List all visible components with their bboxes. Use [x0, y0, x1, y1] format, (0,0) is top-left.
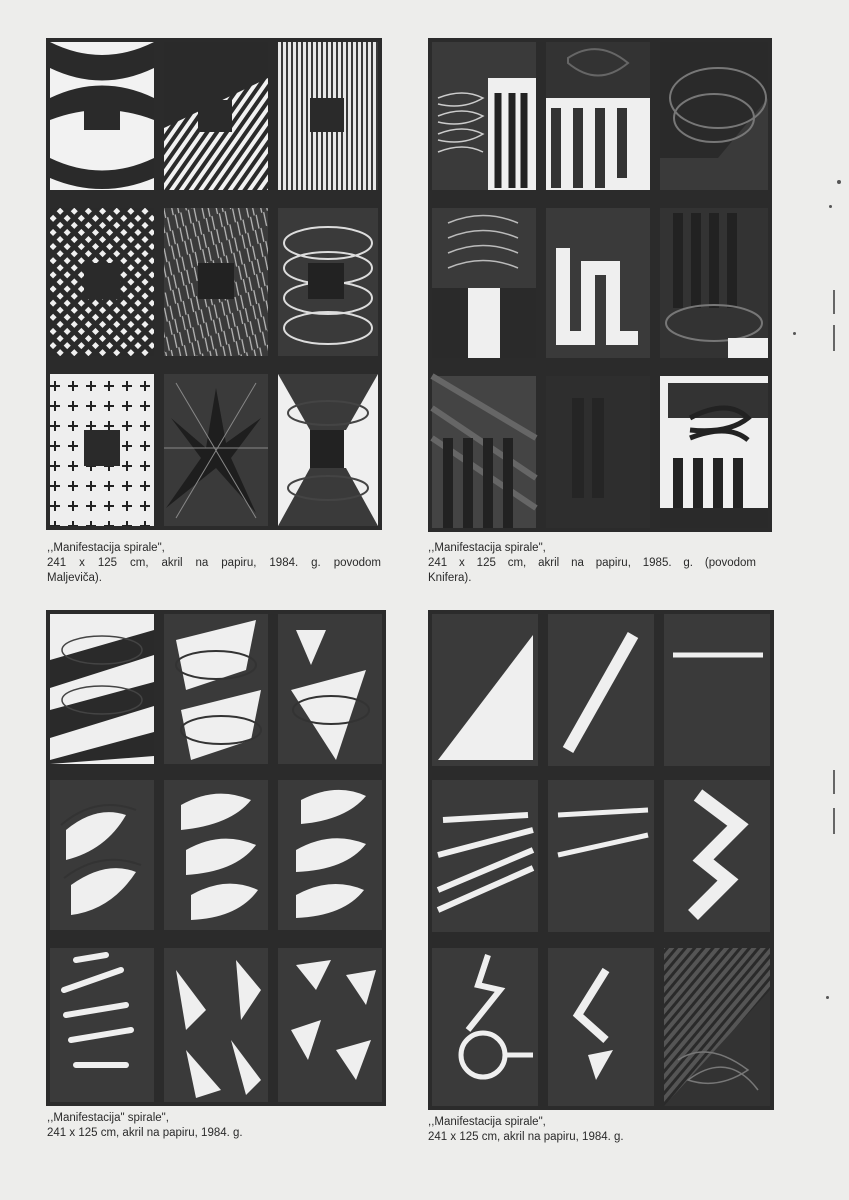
caption-title: ,,Manifestacija spirale",: [428, 542, 546, 554]
artwork-bottom-right: [428, 610, 774, 1110]
caption-bottom-right: [428, 1115, 762, 1145]
binding-mark: [833, 290, 835, 314]
artwork-top-right: [428, 38, 772, 532]
binding-mark: [833, 808, 835, 834]
paper-speck: [793, 332, 796, 335]
caption-details: 241 x 125 cm, akril na papiru, 1985. g. (povodom: [428, 557, 756, 569]
caption-details-end: Knifera).: [428, 572, 472, 584]
artwork-top-left: [46, 38, 382, 530]
caption-top-right: [428, 541, 756, 586]
artwork-top-left-image: [46, 38, 382, 530]
caption-details: 241 x 125 cm, akril na papiru, 1984. g. povodom: [47, 557, 381, 569]
paper-speck: [829, 205, 832, 208]
caption-details: 241 x 125 cm, akril na papiru, 1984. g.: [428, 1131, 624, 1143]
caption-title: ,,Manifestacija spirale",: [428, 1116, 546, 1128]
caption-title: ,,Manifestacija" spirale",: [47, 1112, 169, 1124]
caption-bottom-left: [47, 1111, 381, 1141]
artwork-bottom-left-image: [46, 610, 386, 1106]
binding-mark: [833, 770, 835, 794]
caption-top-left: [47, 541, 381, 586]
paper-speck: [837, 180, 841, 184]
artwork-bottom-right-image: [428, 610, 774, 1110]
artwork-top-right-image: [428, 38, 772, 532]
caption-title: ,,Manifestacija spirale",: [47, 542, 165, 554]
caption-details: 241 x 125 cm, akril na papiru, 1984. g.: [47, 1127, 243, 1139]
artwork-bottom-left: [46, 610, 386, 1106]
caption-details-end: Maljeviča).: [47, 572, 102, 584]
binding-mark: [833, 325, 835, 351]
paper-speck: [826, 996, 829, 999]
